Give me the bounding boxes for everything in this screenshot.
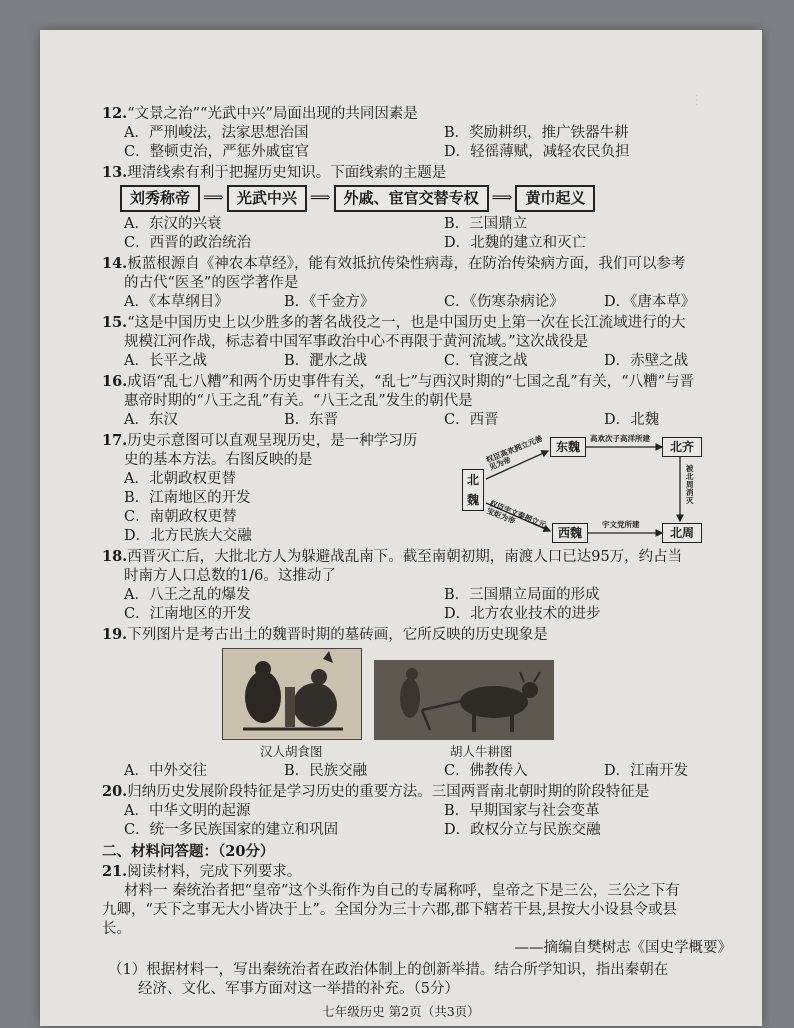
exam-paper: ︙ 12.“文景之治”“光武中兴”局面出现的共同因素是 A．严刑峻法，法家思想治国 B．奖励耕织，推广铁器牛耕 C．整顿吏治，严惩外戚宦官 D．轻徭薄赋，减轻农民负担 13.理清线索有利于把握历史知识。下面线索的主题是 刘秀称帝 ⟹ 光武中兴 ⟹ 外戚、宦官交替专权 ⟹ 黄巾起义 A．东汉的兴衰 B．三国鼎立 C．西晋的政治统治 D．北魏的建立和灭亡 14.板蓝根源自《神农本草经》，能有效抵抗传染性病毒，在防治传染病方面，我们可以参考 的古代“医圣”的医学著作是 A．《本草纲目》 B．《千金方》 C．《伤寒杂病论》 D．《唐本草》 15.“这是中国历史上以少胜多的著名战役之一，也是中国历史上第一次在长江流域进行的大 规模江河作战，标志着中国军事政治中心不再限于黄河流域。”这次战役是 A．长平之战 B．淝水之战 C．官渡之战 D．赤壁之战 16.成语“乱七八糟”和两个历史事件有关，“乱七”与西汉时期的“七国之乱”有关，“八糟”与晋 惠帝时期的“八王之乱”有关。“八王之乱”发生的朝代是 A．东汉 B．东晋 C．西晋 D．北魏 17.历史示意图可以直观呈现历史，是一种学习历 史的基本方法。右图反映的是 A．北朝政权更替 B．江南地区的开发 C．南朝政权更替 D．北方民族大交融 北魏 东魏 西魏 北齐 北周 权臣高欢拥立元善见为帝 权臣宇文泰拥立元宝炬为帝 高欢次子高洋所建 宇文党所建 被北周消灭 18.西晋灭亡后，大批北方人为躲避战乱南下。截至南朝初期，南渡人口已达95万，约占当 时南方人口总数的1/6。这推动了 A．八王之乱的爆发 B．三国鼎立局面的形成 C．江南地区的开发 D．北方农业技术的进步 19.下列图片是考古出土的魏晋时期的墓砖画，它所反映的历史现象是 汉人胡食图 胡人牛耕图 A．中外交往 B．民族交融 C．佛教传入 D．江南开发 20.归纳历史发展阶段特征是学习历史的重要方法。三国两晋南北朝时期的阶段特征是 A．中华文明的起源 B．早期国家与社会变革 C．统一多民族国家的建立和巩固 D．政权分立与民族交融 二、材料问答题：（20分） 21.阅读材料，完成下列要求。 材料一 秦统治者把“皇帝”这个头衔作为自己的专属称呼，皇帝之下是三公，三公之下有 九卿，“天下之事无大小皆决于上”。全国分为三十六郡,郡下辖若干县,县按大小设县令或县 长。 ——摘编自樊树志《国史学概要》 （1）根据材料一，写出秦统治者在政治体制上的创新举措。结合所学知识，指出秦朝在 经济、文化、军事方面对这一举措的补充。（5分） 七年级历史 第2页（共3页） bbox=[40, 30, 762, 1026]
material-source: ——摘编自樊树志《国史学概要》 bbox=[514, 940, 732, 956]
label-east-wei: 权臣高欢拥立元善见为帝 bbox=[484, 433, 544, 473]
option-c: C．西晋的政治统治 bbox=[124, 235, 252, 251]
question-16: 16.成语“乱七八糟”和两个历史事件有关，“乱七”与西汉时期的“七国之乱”有关，“八糟”与晋 惠帝时期的“八王之乱”有关。“八王之乱”发生的朝代是 A．东汉 B．东晋 C．西晋 D．北魏 bbox=[102, 372, 752, 430]
label-west-wei: 权臣宇文泰拥立元宝炬为帝 bbox=[485, 498, 548, 530]
question-15: 15.“这是中国历史上以少胜多的著名战役之一，也是中国历史上第一次在长江流域进行的大 规模江河作战，标志着中国军事政治中心不再限于黄河流域。”这次战役是 A．长平之战 B．淝水之战 C．官渡之战 D．赤壁之战 bbox=[102, 313, 752, 371]
option-a: A．东汉 bbox=[124, 412, 178, 428]
painting-ox-plow bbox=[374, 660, 554, 740]
option-c: C．统一多民族国家的建立和巩固 bbox=[124, 822, 339, 838]
label-destroy: 被北周消灭 bbox=[686, 464, 694, 505]
brick-painting-hu-people-ox-plowing bbox=[374, 660, 554, 740]
option-d: D．《唐本草》 bbox=[604, 294, 696, 310]
box-north-wei: 北魏 bbox=[462, 469, 484, 511]
option-a: A．中华文明的起源 bbox=[124, 803, 251, 819]
caption-2: 胡人牛耕图 bbox=[450, 744, 513, 759]
question-19: 19.下列图片是考古出土的魏晋时期的墓砖画，它所反映的历史现象是 汉人胡食图 胡人牛耕图 A．中外交往 B．民族交融 C．佛教传入 D．江南开发 bbox=[102, 625, 752, 781]
question-20: 20.归纳历史发展阶段特征是学习历史的重要方法。三国两晋南北朝时期的阶段特征是 A．中华文明的起源 B．早期国家与社会变革 C．统一多民族国家的建立和巩固 D．政权分立与民族交融 bbox=[102, 782, 752, 840]
option-a: A．《本草纲目》 bbox=[124, 294, 229, 310]
page-footer: 七年级历史 第2页（共3页） bbox=[322, 1004, 480, 1019]
question-21: 21.阅读材料，完成下列要求。 材料一 秦统治者把“皇帝”这个头衔作为自己的专属称呼，皇帝之下是三公，三公之下有 九卿，“天下之事无大小皆决于上”。全国分为三十六郡,郡下辖若干县,县按大小设县令或县 长。 ——摘编自樊树志《国史学概要》 （1）根据材料一，写出秦统治者在政治体制上的创新举措。结合所学知识，指出秦朝在 经济、文化、军事方面对这一举措的补充。（5分） bbox=[102, 862, 752, 999]
option-c: C．佛教传入 bbox=[444, 763, 528, 779]
box-north-qi: 北齐 bbox=[662, 437, 702, 457]
option-b: B．民族交融 bbox=[284, 763, 368, 779]
question-12: 12.“文景之治”“光武中兴”局面出现的共同因素是 A．严刑峻法，法家思想治国 B．奖励耕织，推广铁器牛耕 C．整顿吏治，严惩外戚宦官 D．轻徭薄赋，减轻农民负担 bbox=[102, 104, 752, 162]
option-b: B．奖励耕织，推广铁器牛耕 bbox=[444, 125, 629, 141]
box-north-zhou: 北周 bbox=[662, 523, 702, 543]
option-d: D．政权分立与民族交融 bbox=[444, 822, 601, 838]
question-18: 18.西晋灭亡后，大批北方人为躲避战乱南下。截至南朝初期，南渡人口已达95万，约占当 时南方人口总数的1/6。这推动了 A．八王之乱的爆发 B．三国鼎立局面的形成 C．江南地区的开发 D．北方农业技术的进步 bbox=[102, 547, 752, 624]
question-14: 14.板蓝根源自《神农本草经》，能有效抵抗传染性病毒，在防治传染病方面，我们可以参考 的古代“医圣”的医学著作是 A．《本草纲目》 B．《千金方》 C．《伤寒杂病论》 D．《唐本草》 bbox=[102, 254, 752, 312]
dynasty-succession-diagram bbox=[462, 435, 702, 547]
flow-box-4: 黄巾起义 bbox=[515, 185, 595, 212]
option-a: A．东汉的兴衰 bbox=[124, 216, 222, 232]
question-13: 13.理清线索有利于把握历史知识。下面线索的主题是 刘秀称帝 ⟹ 光武中兴 ⟹ 外戚、宦官交替专权 ⟹ 黄巾起义 A．东汉的兴衰 B．三国鼎立 C．西晋的政治统治 D．北魏的建立和灭亡 bbox=[102, 163, 752, 253]
option-a: A．长平之战 bbox=[124, 353, 207, 369]
box-east-wei: 东魏 bbox=[550, 437, 586, 457]
option-d: D．北魏的建立和灭亡 bbox=[444, 235, 587, 251]
section-heading: 二、材料问答题：（20分） bbox=[102, 843, 275, 860]
flow-box-1: 刘秀称帝 bbox=[120, 185, 200, 212]
timeline-flowchart bbox=[102, 185, 752, 212]
option-b: B．淝水之战 bbox=[284, 353, 368, 369]
option-d: D．北方民族大交融 bbox=[124, 528, 252, 544]
label-north-qi: 高欢次子高洋所建 bbox=[590, 434, 650, 443]
option-c: C．官渡之战 bbox=[444, 353, 528, 369]
option-d: D．江南开发 bbox=[604, 763, 689, 779]
question-17: 17.历史示意图可以直观呈现历史，是一种学习历 史的基本方法。右图反映的是 A．北朝政权更替 B．江南地区的开发 C．南朝政权更替 D．北方民族大交融 北魏 东魏 西魏 北齐 北周 权臣高欢拥立元善见为帝 权臣宇文泰拥立元宝炬为帝 高欢次子高洋所建 宇文党所建 被北周消灭 bbox=[102, 431, 752, 546]
arrow-right-icon: ⟹ bbox=[309, 190, 331, 206]
exam-content bbox=[102, 104, 752, 1000]
option-d: D．轻徭薄赋，减轻农民负担 bbox=[444, 144, 630, 160]
option-b: B．三国鼎立 bbox=[444, 216, 528, 232]
option-b: B．东晋 bbox=[284, 412, 339, 428]
option-b: B．江南地区的开发 bbox=[124, 490, 251, 506]
option-d: D．北方农业技术的进步 bbox=[444, 606, 601, 622]
option-a: A．八王之乱的爆发 bbox=[124, 587, 251, 603]
flow-box-2: 光武中兴 bbox=[227, 185, 307, 212]
option-c: C．江南地区的开发 bbox=[124, 606, 252, 622]
arrow-right-icon: ⟹ bbox=[203, 190, 224, 206]
option-d: D．赤壁之战 bbox=[604, 353, 689, 369]
option-b: B．三国鼎立局面的形成 bbox=[444, 587, 600, 603]
brick-painting-han-people-eating bbox=[222, 648, 362, 740]
arrow-right-icon: ⟹ bbox=[491, 190, 513, 206]
sub-question-1: （1）根据材料一，写出秦统治者在政治体制上的创新举措。结合所学知识，指出秦朝在 bbox=[108, 962, 669, 978]
painting-figures bbox=[223, 649, 361, 739]
option-a: A．严刑峻法，法家思想治国 bbox=[124, 125, 309, 141]
option-c: C．南朝政权更替 bbox=[124, 509, 237, 525]
option-c: C．整顿吏治，严惩外戚宦官 bbox=[124, 144, 310, 160]
option-a: A．中外交往 bbox=[124, 763, 207, 779]
option-d: D．北魏 bbox=[604, 412, 660, 428]
label-north-zhou: 宇文党所建 bbox=[602, 520, 640, 529]
caption-1: 汉人胡食图 bbox=[260, 744, 323, 759]
material-1: 材料一 秦统治者把“皇帝”这个头衔作为自己的专属称呼，皇帝之下是三公，三公之下有 bbox=[124, 883, 680, 899]
option-b: B．《千金方》 bbox=[284, 294, 375, 310]
option-c: C．西晋 bbox=[444, 412, 499, 428]
option-b: B．早期国家与社会变革 bbox=[444, 803, 600, 819]
box-west-wei: 西魏 bbox=[552, 523, 588, 543]
flow-box-3: 外戚、宦官交替专权 bbox=[334, 185, 489, 212]
option-c: C．《伤寒杂病论》 bbox=[444, 294, 564, 310]
option-a: A．北朝政权更替 bbox=[124, 471, 236, 487]
